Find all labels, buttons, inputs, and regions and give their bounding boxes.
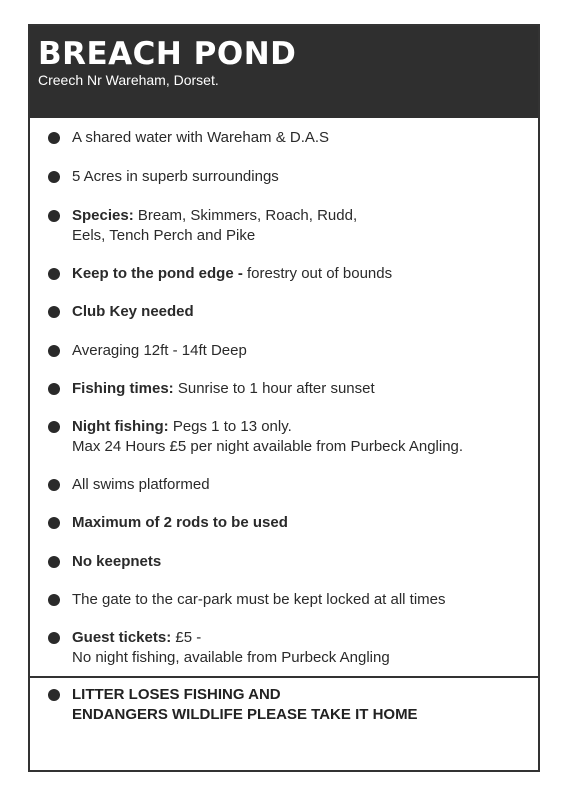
list-item <box>48 302 528 322</box>
list-item <box>48 264 528 284</box>
item-bold: Fishing times: <box>72 380 174 397</box>
list-item <box>48 590 528 610</box>
item-text: All swims platformed <box>72 476 210 493</box>
item-text-line2: Eels, Tench Perch and Pike <box>72 227 256 244</box>
info-card <box>28 24 540 772</box>
item-text: 5 Acres in superb surroundings <box>72 168 279 185</box>
item-text: Sunrise to 1 hour after sunset <box>173 380 375 397</box>
list-item <box>48 628 528 668</box>
bullet-icon <box>48 268 60 280</box>
header-banner <box>30 26 538 118</box>
item-text: A shared water with Wareham & D.A.S <box>72 129 330 146</box>
bullet-icon <box>48 210 60 222</box>
item-bold: Species: <box>72 207 134 224</box>
list-item <box>48 513 528 533</box>
item-bold: No keepnets <box>72 553 162 570</box>
item-text: Averaging 12ft - 14ft Deep <box>72 342 247 359</box>
bullet-icon <box>48 345 60 357</box>
list-item <box>48 417 528 457</box>
item-text: £5 - <box>171 629 202 646</box>
bullet-icon <box>48 517 60 529</box>
item-bold: Maximum of 2 rods to be used <box>72 514 288 531</box>
item-bold: Keep to the pond edge - <box>72 265 243 282</box>
bullet-icon <box>48 689 60 701</box>
bullet-icon <box>48 556 60 568</box>
list-item <box>48 475 528 495</box>
bullet-icon <box>48 306 60 318</box>
item-text: forestry out of bounds <box>242 265 393 282</box>
item-text-line2: No night fishing, available from Purbeck Angling <box>72 649 390 666</box>
bullet-icon <box>48 383 60 395</box>
page-title: BREACH POND <box>38 36 297 72</box>
list-item <box>48 379 528 399</box>
item-bold: Club Key needed <box>72 303 194 320</box>
item-text: Bream, Skimmers, Roach, Rudd, <box>133 207 358 224</box>
section-divider <box>30 676 538 678</box>
litter-warning <box>48 685 528 725</box>
list-item <box>48 128 528 148</box>
item-bold: Night fishing: <box>72 418 169 435</box>
location-subtitle: Creech Nr Wareham, Dorset. <box>38 72 219 88</box>
item-text-line2: Max 24 Hours £5 per night available from Purbeck Angling. <box>72 438 464 455</box>
item-text: The gate to the car-park must be kept locked at all times <box>72 591 446 608</box>
bullet-icon <box>48 594 60 606</box>
list-item <box>48 341 528 361</box>
item-bold: Guest tickets: <box>72 629 172 646</box>
bullet-icon <box>48 479 60 491</box>
item-text: Pegs 1 to 13 only. <box>168 418 292 435</box>
bullet-icon <box>48 421 60 433</box>
list-item <box>48 552 528 572</box>
list-item <box>48 206 528 246</box>
bullet-icon <box>48 171 60 183</box>
bullet-icon <box>48 132 60 144</box>
warning-line2: ENDANGERS WILDLIFE PLEASE TAKE IT HOME <box>72 706 418 723</box>
bullet-icon <box>48 632 60 644</box>
list-item <box>48 167 528 187</box>
warning-line1: LITTER LOSES FISHING AND <box>72 686 281 703</box>
